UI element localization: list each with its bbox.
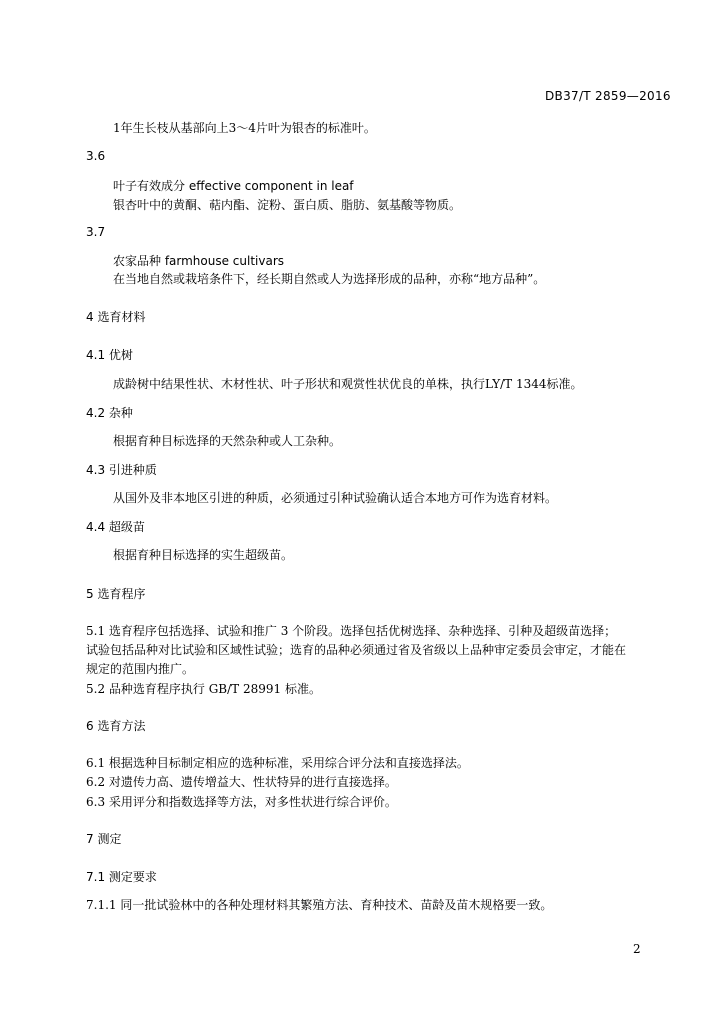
clause-heading-7-1: 7.1 测定要求 bbox=[86, 870, 157, 884]
section-heading-6: 6 选育方法 bbox=[86, 719, 146, 733]
paragraph-5-1-line-1: 5.1 选育程序包括选择、试验和推广 3 个阶段。选择包括优树选择、杂种选择、引种及超级苗选择； bbox=[86, 624, 617, 638]
clause-number-3-7: 3.7 bbox=[86, 225, 106, 239]
standard-code: DB37/T 2859—2016 bbox=[545, 89, 671, 103]
paragraph-4-3: 从国外及非本地区引进的种质，必须通过引种试验确认适合本地方可作为选育材料。 bbox=[113, 491, 558, 505]
clause-heading-4-3: 4.3 引进种质 bbox=[86, 463, 157, 477]
section-heading-4: 4 选育材料 bbox=[86, 310, 146, 324]
paragraph-4-4: 根据育种目标选择的实生超级苗。 bbox=[113, 548, 294, 562]
term-farmhouse-cultivars: 农家品种 farmhouse cultivars bbox=[113, 254, 285, 268]
page-number: 2 bbox=[633, 942, 641, 956]
paragraph-5-1-line-3: 规定的范围内推广。 bbox=[86, 662, 195, 676]
paragraph-5-2: 5.2 品种选育程序执行 GB/T 28991 标准。 bbox=[86, 682, 321, 696]
section-heading-7: 7 测定 bbox=[86, 832, 122, 846]
clause-heading-4-2: 4.2 杂种 bbox=[86, 406, 133, 420]
paragraph-5-1-line-2: 试验包括品种对比试验和区域性试验；选育的品种必须通过省及省级以上品种审定委员会审定，才能在 bbox=[86, 643, 627, 657]
section-heading-5: 5 选育程序 bbox=[86, 587, 146, 601]
definition-farmhouse-cultivars: 在当地自然或栽培条件下，经长期自然或人为选择形成的品种，亦称“地方品种”。 bbox=[113, 272, 546, 286]
paragraph-standard-leaf: 1年生长枝从基部向上3～4片叶为银杏的标准叶。 bbox=[113, 121, 376, 135]
paragraph-6-1: 6.1 根据选种目标制定相应的选种标准，采用综合评分法和直接选择法。 bbox=[86, 756, 469, 770]
clause-number-3-6: 3.6 bbox=[86, 149, 106, 163]
paragraph-7-1-1: 7.1.1 同一批试验林中的各种处理材料其繁殖方法、育种技术、苗龄及苗木规格要一致。 bbox=[86, 898, 553, 912]
paragraph-6-2: 6.2 对遗传力高、遗传增益大、性状特异的进行直接选择。 bbox=[86, 775, 397, 789]
definition-effective-component: 银杏叶中的黄酮、萜内酯、淀粉、蛋白质、脂肪、氨基酸等物质。 bbox=[113, 198, 462, 212]
clause-heading-4-1: 4.1 优树 bbox=[86, 348, 133, 362]
paragraph-4-2: 根据育种目标选择的天然杂种或人工杂种。 bbox=[113, 434, 342, 448]
paragraph-6-3: 6.3 采用评分和指数选择等方法，对多性状进行综合评价。 bbox=[86, 795, 397, 809]
paragraph-4-1: 成龄树中结果性状、木材性状、叶子形状和观赏性状优良的单株，执行LY/T 1344标准。 bbox=[113, 377, 583, 391]
term-effective-component: 叶子有效成分 effective component in leaf bbox=[113, 179, 354, 193]
clause-heading-4-4: 4.4 超级苗 bbox=[86, 520, 145, 534]
